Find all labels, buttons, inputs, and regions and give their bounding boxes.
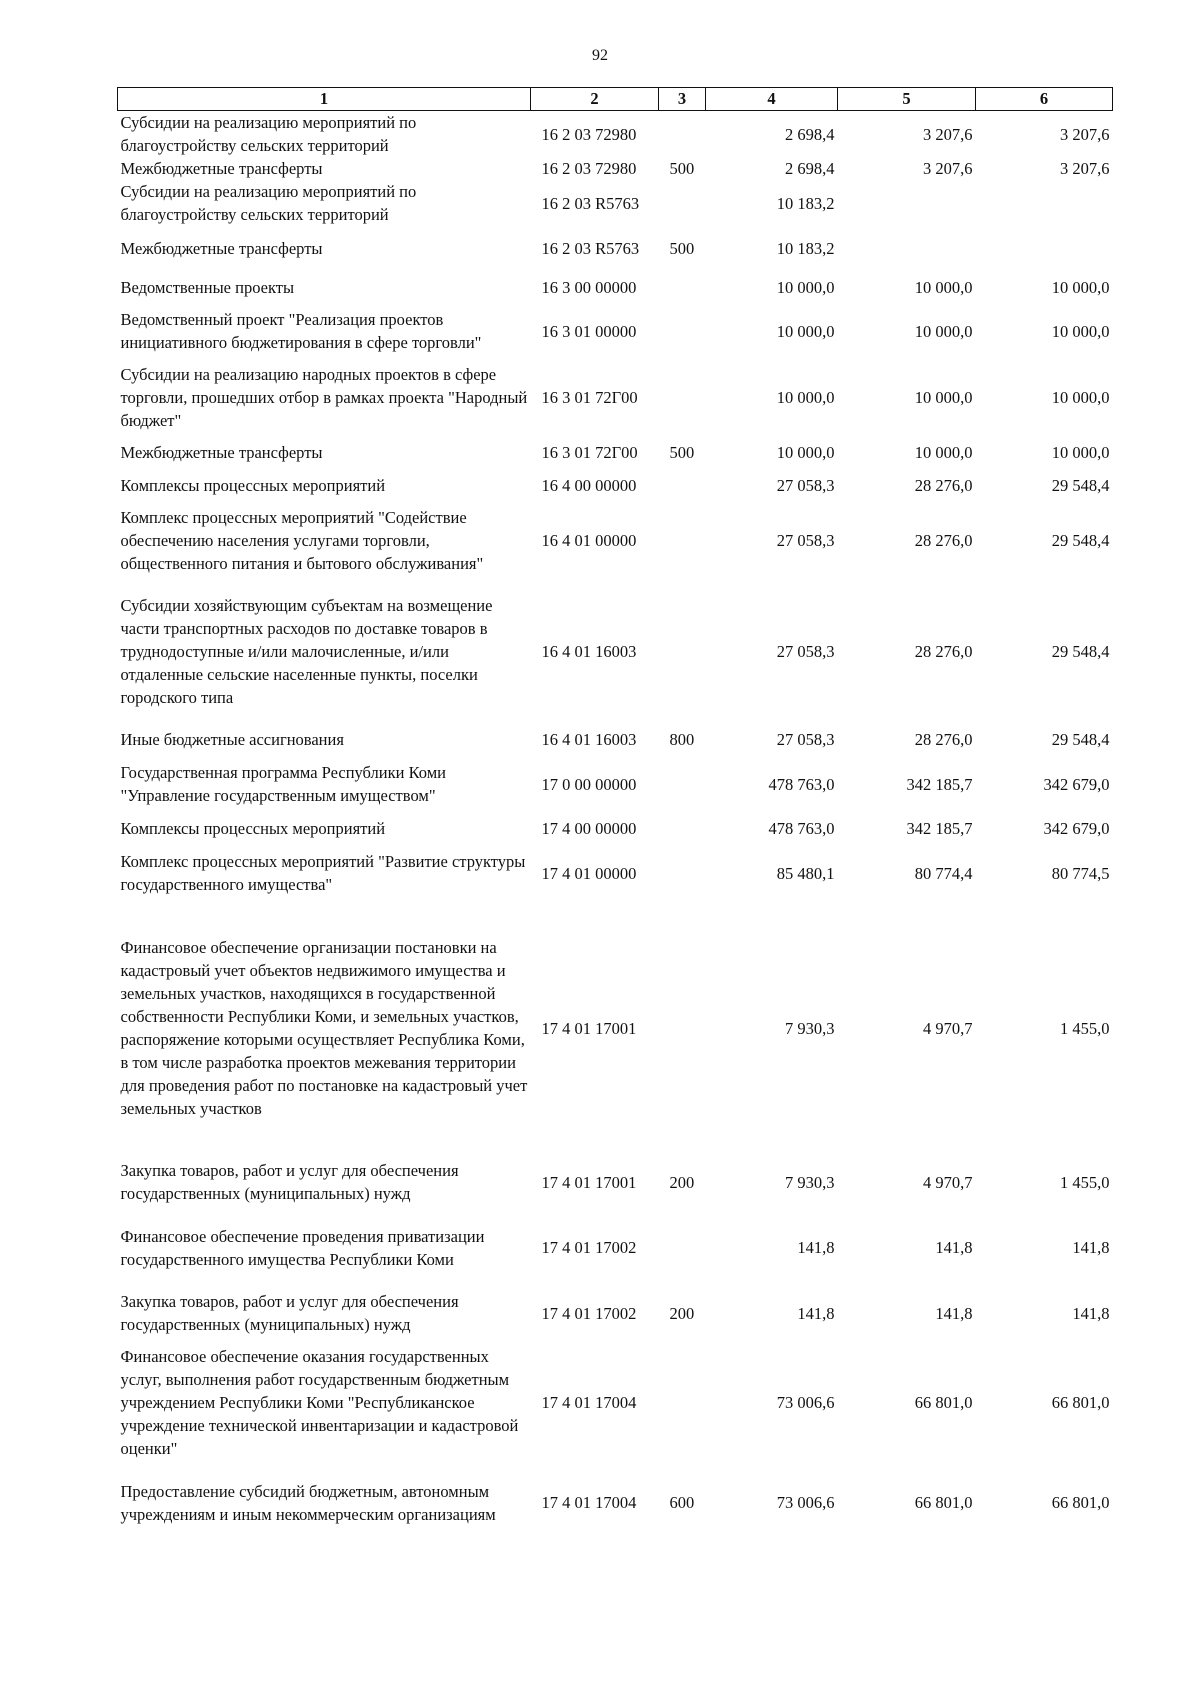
table-row (118, 1340, 1113, 1464)
row-value-year-1: 2 698,4 (785, 124, 835, 144)
row-target-code: 16 4 01 16003 (541, 641, 637, 661)
row-target-code: 16 2 03 R5763 (541, 193, 640, 213)
row-expense-type (659, 901, 706, 1155)
row-value-year-1: 478 763,0 (768, 774, 835, 794)
row-name: Субсидии на реализацию мероприятий по благоустройству сельских территорий (120, 113, 417, 155)
row-value-year-3: 342 679,0 (1043, 819, 1110, 838)
row-target-code: 17 4 01 17001 (541, 1172, 637, 1192)
table-row (118, 111, 1113, 158)
row-expense-type: 500 (669, 159, 695, 178)
row-value-year-2: 342 185,7 (906, 774, 973, 794)
row-name: Закупка товаров, работ и услуг для обеспечения государственных (муниципальных) нужд (120, 1161, 459, 1203)
row-name: Комплекс процессных мероприятий "Содействие обеспечению населения услугами торговли, общественного питания и бытового обслуживания" (120, 508, 484, 573)
row-value-year-2: 4 970,7 (923, 1172, 973, 1192)
row-value-year-2: 3 207,6 (923, 159, 973, 178)
row-target-code: 17 4 01 17004 (541, 1493, 637, 1512)
row-value-year-2 (838, 180, 976, 226)
row-value-year-3: 3 207,6 (1060, 159, 1110, 178)
row-expense-type: 500 (669, 239, 695, 258)
row-expense-type (659, 579, 706, 723)
row-expense-type (659, 1209, 706, 1286)
row-name: Межбюджетные трансферты (120, 443, 323, 462)
row-target-code: 16 3 01 72Г00 (541, 443, 638, 462)
row-value-year-1: 141,8 (797, 1238, 835, 1257)
row-name: Субсидии на реализацию мероприятий по благоустройству сельских территорий (120, 182, 417, 224)
row-value-year-1: 7 930,3 (785, 1018, 835, 1038)
row-value-year-2: 342 185,7 (906, 819, 973, 838)
row-value-year-3: 66 801,0 (1051, 1392, 1110, 1412)
table-row (118, 756, 1113, 812)
row-value-year-3: 342 679,0 (1043, 774, 1110, 794)
column-header-1: 1 (118, 88, 531, 111)
table-row (118, 1209, 1113, 1286)
row-value-year-2: 3 207,6 (923, 124, 973, 144)
table-row (118, 1464, 1113, 1541)
row-expense-type (659, 469, 706, 502)
row-expense-type (659, 358, 706, 436)
row-value-year-3 (976, 226, 1113, 271)
row-value-year-3: 10 000,0 (1051, 387, 1110, 407)
row-target-code: 16 4 00 00000 (541, 476, 637, 495)
row-name: Субсидии хозяйствующим субъектам на возмещение части транспортных расходов по доставке товаров в труднодоступные и/или малочисленные, и/или отдаленные сельские населенные пункты, поселки городского типа (120, 595, 493, 707)
row-value-year-3: 29 548,4 (1051, 476, 1110, 495)
row-value-year-2: 10 000,0 (914, 278, 973, 297)
page-number: 92 (592, 47, 608, 64)
row-target-code: 17 4 01 17001 (541, 1018, 637, 1038)
table-row (118, 579, 1113, 723)
table-header-row (118, 88, 1113, 111)
budget-table-container (117, 87, 1112, 1541)
row-name: Финансовое обеспечение проведения приватизации государственного имущества Республики Коми (120, 1226, 485, 1269)
column-header-4: 4 (706, 88, 838, 111)
row-value-year-3: 10 000,0 (1051, 321, 1110, 341)
row-value-year-3: 141,8 (1072, 1303, 1110, 1323)
row-expense-type (659, 1340, 706, 1464)
budget-table (117, 87, 1113, 1541)
row-target-code: 16 4 01 16003 (541, 730, 637, 749)
row-name: Межбюджетные трансферты (120, 239, 323, 258)
row-name: Государственная программа Республики Коми "Управление государственным имуществом" (120, 763, 446, 805)
row-name: Иные бюджетные ассигнования (120, 730, 344, 749)
row-value-year-2: 4 970,7 (923, 1018, 973, 1038)
row-expense-type (659, 812, 706, 845)
row-name: Ведомственный проект "Реализация проектов инициативного бюджетирования в сфере торговли" (120, 310, 482, 352)
row-target-code: 16 2 03 R5763 (541, 239, 640, 258)
row-name: Комплексы процессных мероприятий (120, 476, 386, 495)
row-expense-type (659, 845, 706, 901)
table-row (118, 304, 1113, 358)
column-header-6: 6 (976, 88, 1113, 111)
row-value-year-1: 10 000,0 (776, 387, 835, 407)
row-name: Финансовое обеспечение оказания государственных услуг, выполнения работ государственным бюджетным учреждением Республики Коми "Республиканское учреждение технической инвентаризации и кадастровой оценки" (120, 1346, 519, 1458)
table-row (118, 226, 1113, 271)
row-value-year-2: 141,8 (935, 1303, 973, 1323)
row-expense-type: 200 (669, 1303, 695, 1323)
row-expense-type: 800 (669, 730, 695, 749)
table-body (118, 111, 1113, 1542)
row-expense-type (659, 304, 706, 358)
row-value-year-1: 10 183,2 (776, 239, 835, 258)
row-value-year-1: 10 000,0 (776, 321, 835, 341)
row-value-year-3: 80 774,5 (1051, 863, 1110, 883)
row-value-year-2: 80 774,4 (914, 863, 973, 883)
row-value-year-3: 29 548,4 (1051, 641, 1110, 661)
row-target-code: 17 4 01 17004 (541, 1392, 637, 1412)
row-expense-type (659, 180, 706, 226)
row-name: Комплексы процессных мероприятий (120, 819, 386, 838)
column-header-3: 3 (659, 88, 706, 111)
row-value-year-2: 66 801,0 (914, 1392, 973, 1412)
table-row (118, 1155, 1113, 1209)
row-target-code: 17 4 01 00000 (541, 863, 637, 883)
row-value-year-3: 141,8 (1072, 1238, 1110, 1257)
row-name: Комплекс процессных мероприятий "Развитие структуры государственного имущества" (120, 852, 526, 894)
row-value-year-2: 10 000,0 (914, 387, 973, 407)
row-value-year-1: 27 058,3 (776, 476, 835, 495)
row-value-year-1: 10 000,0 (776, 278, 835, 297)
row-value-year-1: 478 763,0 (768, 819, 835, 838)
row-value-year-3: 1 455,0 (1060, 1018, 1110, 1038)
row-expense-type: 600 (669, 1493, 695, 1512)
table-row (118, 469, 1113, 502)
column-header-5: 5 (838, 88, 976, 111)
row-value-year-3: 29 548,4 (1051, 531, 1110, 550)
row-value-year-3: 3 207,6 (1060, 124, 1110, 144)
row-value-year-3: 29 548,4 (1051, 730, 1110, 749)
row-value-year-2: 28 276,0 (914, 730, 973, 749)
row-target-code: 16 2 03 72980 (541, 124, 637, 144)
row-expense-type (659, 756, 706, 812)
table-row (118, 271, 1113, 304)
row-target-code: 16 3 01 00000 (541, 321, 637, 341)
row-value-year-2: 28 276,0 (914, 641, 973, 661)
row-value-year-2: 28 276,0 (914, 531, 973, 550)
table-row (118, 901, 1113, 1155)
table-row (118, 1286, 1113, 1340)
row-value-year-3: 66 801,0 (1051, 1493, 1110, 1512)
row-value-year-1: 2 698,4 (785, 159, 835, 178)
row-value-year-1: 10 183,2 (776, 193, 835, 213)
row-value-year-1: 10 000,0 (776, 443, 835, 462)
row-value-year-2: 66 801,0 (914, 1493, 973, 1512)
row-value-year-1: 7 930,3 (785, 1172, 835, 1192)
row-value-year-3: 10 000,0 (1051, 443, 1110, 462)
row-target-code: 17 4 01 17002 (541, 1238, 637, 1257)
column-header-2: 2 (531, 88, 659, 111)
row-target-code: 16 3 00 00000 (541, 278, 637, 297)
row-target-code: 17 0 00 00000 (541, 774, 637, 794)
row-value-year-1: 141,8 (797, 1303, 835, 1323)
table-row (118, 502, 1113, 579)
row-value-year-2 (838, 226, 976, 271)
row-value-year-1: 73 006,6 (776, 1392, 835, 1412)
row-target-code: 16 3 01 72Г00 (541, 387, 638, 407)
row-name: Закупка товаров, работ и услуг для обеспечения государственных (муниципальных) нужд (120, 1292, 459, 1334)
row-value-year-2: 10 000,0 (914, 321, 973, 341)
row-name: Предоставление субсидий бюджетным, автономным учреждениям и иным некоммерческим организациям (120, 1481, 496, 1524)
table-row (118, 180, 1113, 226)
row-value-year-1: 85 480,1 (776, 863, 835, 883)
row-value-year-1: 73 006,6 (776, 1493, 835, 1512)
row-value-year-1: 27 058,3 (776, 641, 835, 661)
row-expense-type (659, 502, 706, 579)
table-row (118, 812, 1113, 845)
row-value-year-2: 141,8 (935, 1238, 973, 1257)
row-name: Субсидии на реализацию народных проектов в сфере торговли, прошедших отбор в рамках проекта "Народный бюджет" (120, 364, 528, 430)
table-row (118, 157, 1113, 180)
row-value-year-2: 28 276,0 (914, 476, 973, 495)
row-name: Финансовое обеспечение организации постановки на кадастровый учет объектов недвижимого имущества и земельных участков, находящихся в государственной собственности Республики Коми, и земельных участков, распоряжение которыми осуществляет Республика Коми, в том числе разработка проектов межевания территории для проведения работ по постановке на кадастровый учет земельных участков (120, 938, 528, 1118)
row-value-year-2: 10 000,0 (914, 443, 973, 462)
table-row (118, 845, 1113, 901)
row-value-year-1: 27 058,3 (776, 730, 835, 749)
row-name: Ведомственные проекты (120, 278, 295, 297)
row-expense-type (659, 271, 706, 304)
row-value-year-3 (976, 180, 1113, 226)
row-expense-type (659, 111, 706, 158)
row-expense-type: 200 (669, 1172, 695, 1192)
row-value-year-3: 1 455,0 (1060, 1172, 1110, 1192)
row-value-year-3: 10 000,0 (1051, 278, 1110, 297)
row-value-year-1: 27 058,3 (776, 531, 835, 550)
row-target-code: 17 4 01 17002 (541, 1303, 637, 1323)
row-target-code: 16 2 03 72980 (541, 159, 637, 178)
row-target-code: 17 4 00 00000 (541, 819, 637, 838)
table-row (118, 436, 1113, 469)
table-row (118, 358, 1113, 436)
row-name: Межбюджетные трансферты (120, 159, 323, 178)
row-expense-type: 500 (669, 443, 695, 462)
table-row (118, 723, 1113, 756)
row-target-code: 16 4 01 00000 (541, 531, 637, 550)
